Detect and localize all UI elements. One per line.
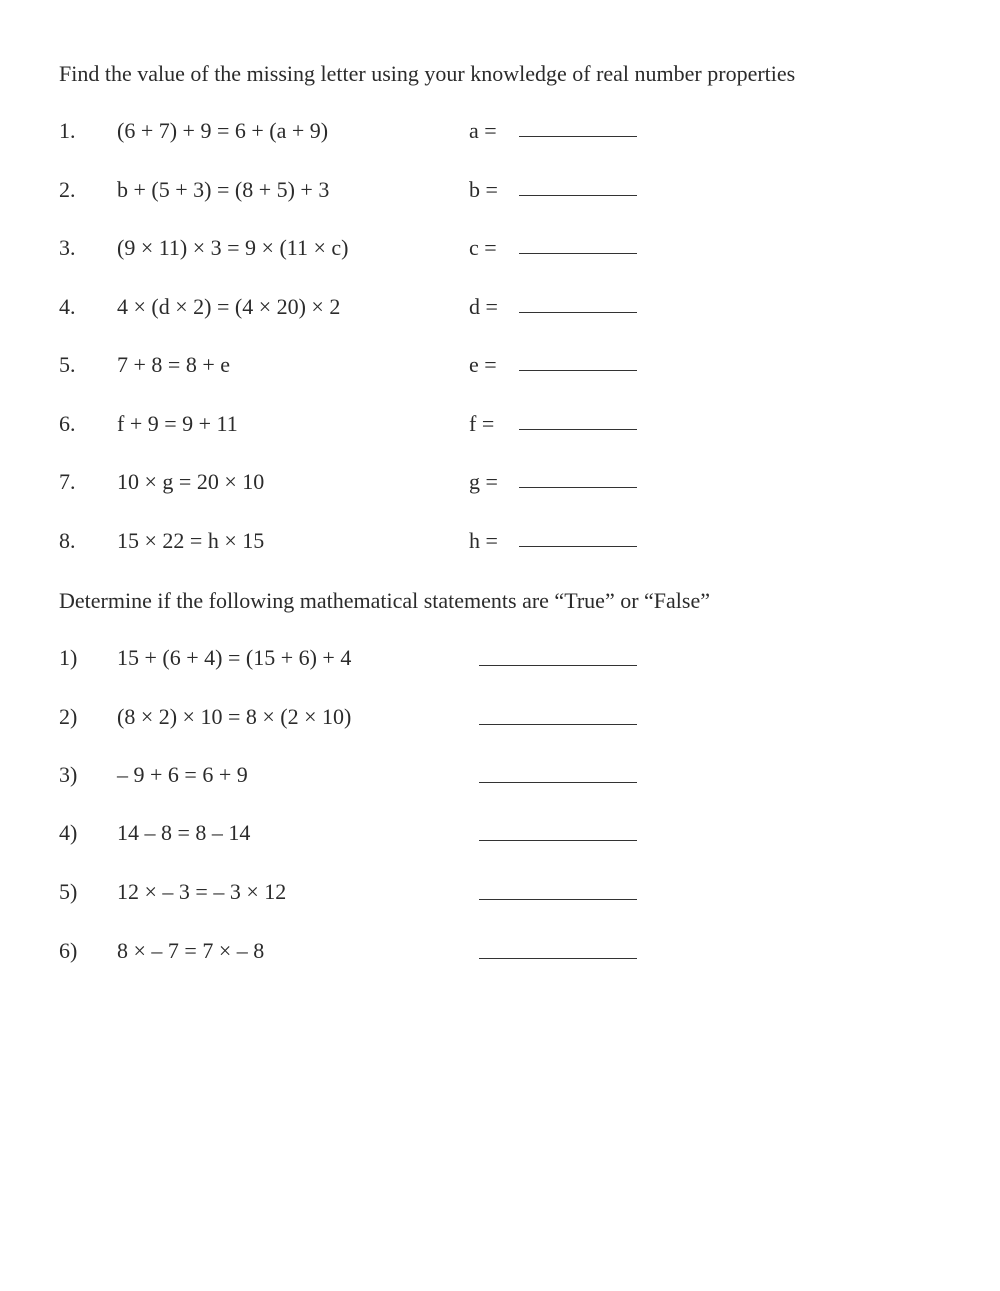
question-number: 5. [59,352,76,377]
variable-label: d = [469,294,498,319]
answer-blank[interactable] [519,312,637,313]
equation: 15 × 22 = h × 15 [117,528,265,553]
statement: 8 × – 7 = 7 × – 8 [117,938,265,963]
question-number: 5) [59,879,78,904]
variable-label: b = [469,177,498,202]
true-false-question-5 [0,878,1000,918]
missing-letter-question-4 [0,293,1000,333]
equation: f + 9 = 9 + 11 [117,411,238,436]
answer-blank[interactable] [519,136,637,137]
equation: (6 + 7) + 9 = 6 + (a + 9) [117,118,329,143]
missing-letter-question-5 [0,351,1000,391]
variable-label: f = [469,411,495,436]
missing-letter-question-1 [0,117,1000,157]
answer-blank[interactable] [479,840,637,841]
question-number: 3) [59,762,78,787]
answer-blank[interactable] [519,429,637,430]
answer-blank[interactable] [479,724,637,725]
statement: 15 + (6 + 4) = (15 + 6) + 4 [117,645,352,670]
part1-instruction: Find the value of the missing letter using your knowledge of real number properties [59,61,796,86]
statement: (8 × 2) × 10 = 8 × (2 × 10) [117,704,352,729]
missing-letter-question-3 [0,234,1000,274]
missing-letter-question-7 [0,468,1000,508]
answer-blank[interactable] [479,899,637,900]
question-number: 7. [59,469,76,494]
answer-blank[interactable] [519,370,637,371]
answer-blank[interactable] [519,546,637,547]
statement: 12 × – 3 = – 3 × 12 [117,879,287,904]
true-false-question-2 [0,703,1000,743]
part2-instruction: Determine if the following mathematical statements are “True” or “False” [59,588,711,613]
true-false-question-6 [0,937,1000,977]
answer-blank[interactable] [519,253,637,254]
answer-blank[interactable] [479,782,637,783]
answer-blank[interactable] [479,958,637,959]
true-false-question-3 [0,761,1000,801]
answer-blank[interactable] [519,487,637,488]
missing-letter-question-6 [0,410,1000,450]
missing-letter-question-8 [0,527,1000,567]
equation: b + (5 + 3) = (8 + 5) + 3 [117,177,330,202]
question-number: 4) [59,820,78,845]
equation: 7 + 8 = 8 + e [117,352,230,377]
statement: – 9 + 6 = 6 + 9 [117,762,248,787]
equation: 4 × (d × 2) = (4 × 20) × 2 [117,294,341,319]
question-number: 1. [59,118,76,143]
variable-label: c = [469,235,497,260]
question-number: 6) [59,938,78,963]
variable-label: g = [469,469,498,494]
true-false-question-1 [0,644,1000,684]
variable-label: a = [469,118,497,143]
answer-blank[interactable] [479,665,637,666]
variable-label: e = [469,352,497,377]
question-number: 4. [59,294,76,319]
true-false-question-4 [0,819,1000,859]
equation: (9 × 11) × 3 = 9 × (11 × c) [117,235,349,260]
variable-label: h = [469,528,498,553]
question-number: 8. [59,528,76,553]
answer-blank[interactable] [519,195,637,196]
question-number: 1) [59,645,78,670]
statement: 14 – 8 = 8 – 14 [117,820,251,845]
question-number: 6. [59,411,76,436]
missing-letter-question-2 [0,176,1000,216]
question-number: 3. [59,235,76,260]
question-number: 2) [59,704,78,729]
question-number: 2. [59,177,76,202]
equation: 10 × g = 20 × 10 [117,469,265,494]
